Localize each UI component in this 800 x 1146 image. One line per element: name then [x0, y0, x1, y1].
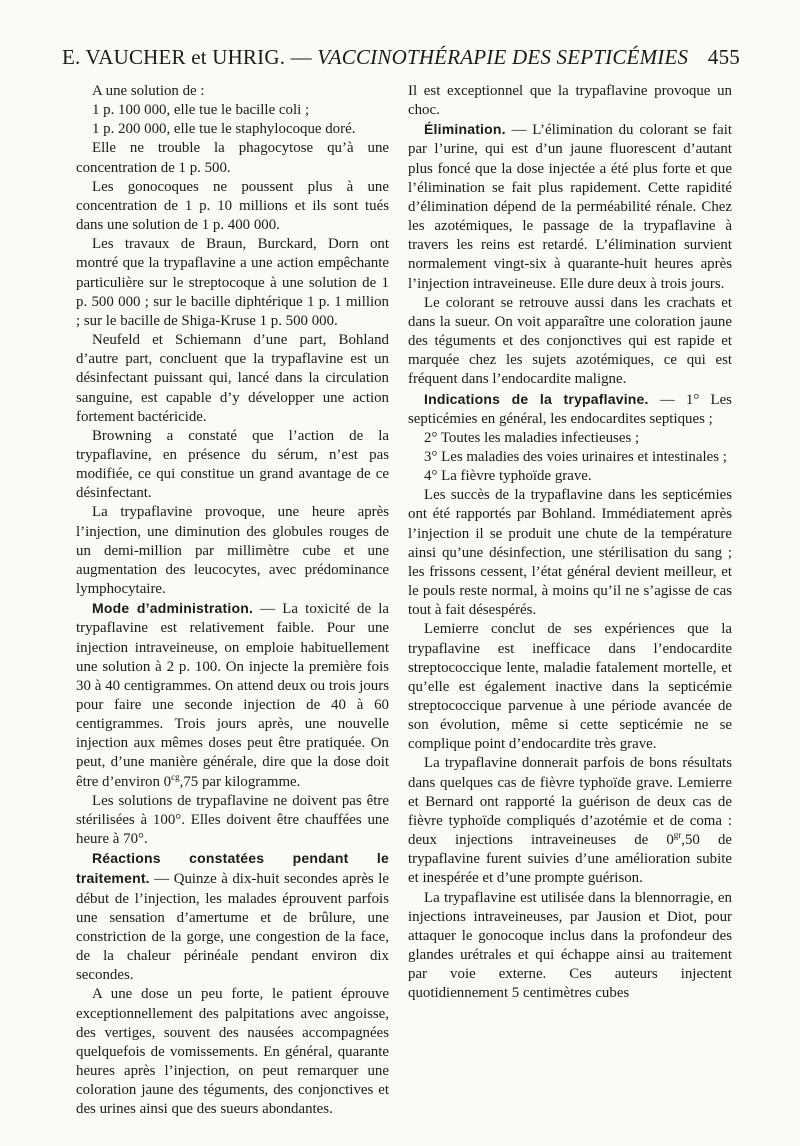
paragraph-text: — 1° Les septicémies en général, les endocardites septiques ;	[408, 391, 732, 427]
list-item: 2° Toutes les maladies infectieuses ;	[424, 429, 640, 446]
paragraph-text: — Quinze à dix-huit secondes après le début de l’injection, les malades éprouvent parfois une sensation d’amertume et de brûlure, une constriction de la gorge, une congestion de la face, de la chaleur périnéale pendant environ dix secondes.	[76, 871, 389, 984]
paragraph: Browning a constaté que l’action de la trypaflavine, en présence du sérum, n’est pas modifiée, ce qui constitue un grand avantage de ce désinfectant.	[76, 427, 389, 502]
paragraph: Les succès de la trypaflavine dans les septicémies ont été rapportés par Bohland. Immédiatement après l’injection il se produit une chute de la température ainsi qu’une désinfection, une stérilisation du sang ; les frissons cessent, l’état général devient meilleur, et le pouls reste normal, à moins qu’il ne s’agisse de cas tout à fait désespérés.	[408, 487, 732, 619]
paragraph	[408, 754, 732, 888]
list-item: 4° La fièvre typhoïde grave.	[424, 468, 592, 485]
paragraph	[408, 120, 732, 293]
paragraph-text: — L’élimination du colorant se fait par l’urine, qui est d’un jaune fluorescent d’autant plus foncé que la dose injectée a été plus forte et que l’élimination se fait plus rapidement. Cette rapidité d’élimination dépend de la perméabilité rénale. Chez les azotémiques, le passage de la trypaflavine à travers les reins est retardé. L’élimination survient normalement vingt-six à quarante-huit heures après l’injection intraveineuse. Elle dure deux à trois jours.	[408, 122, 732, 292]
header-authors: E. VAUCHER et UHRIG.	[62, 45, 286, 69]
superscript: gr	[673, 830, 682, 841]
header-title: VACCINOTHÉRAPIE DES SEPTICÉMIES	[317, 45, 689, 69]
header-dash: —	[290, 45, 312, 69]
paragraph: Lemierre conclut de ses expériences que la trypaflavine est inefficace dans l’endocardite streptococcique lente, maladie fatalement mortelle, et qu’elle est également inactive dans la septicémie streptococcique parvenue à une période avancée de son évolution, même si cette septicémie ne se complique point d’endocardite très grave.	[408, 621, 732, 753]
paragraph-text: La trypaflavine donnerait parfois de bons résultats dans quelques cas de fièvre typhoïde grave. Lemierre et Bernard ont rapporté la guérison de deux cas de fièvre typhoïde compliqués d’azotémie et de coma : deux injections intraveineuses de 0	[408, 755, 732, 849]
superscript: cg	[171, 771, 180, 782]
paragraph: 1 p. 100 000, elle tue le bacille coli ;	[92, 102, 310, 119]
paragraph	[76, 849, 389, 985]
left-column	[76, 82, 389, 1119]
paragraph: Il est exceptionnel que la trypaflavine provoque un choc.	[408, 83, 732, 119]
paragraph-text: ,50 de trypaflavine furent suivies d’une amélioration subite et inespérée et d’une prompte guérison.	[408, 832, 732, 887]
paragraph-text: — La toxicité de la trypaflavine est relativement faible. Pour une injection intraveineuse, on emploie habituellement une solution à 2 p. 100. On injecte la première fois 30 à 40 centigrammes. On attend deux ou trois jours pour faire une seconde injection de 40 à 60 centigrammes. Trois jours après, une nouvelle injection aux mêmes doses peut être pratiquée. On peut, d’une manière générale, dire que la dose doit être d’environ 0	[76, 601, 389, 790]
paragraph: Les travaux de Braun, Burckard, Dorn ont montré que la trypaflavine a une action empêchante particulière sur le streptocoque à une solution de 1 p. 500 000 ; sur le bacille diphtérique 1 p. 1 million ; sur le bacille de Shiga-Kruse 1 p. 500 000.	[76, 236, 389, 329]
paragraph: Neufeld et Schiemann d’une part, Bohland d’autre part, concluent que la trypaflavine est un désinfectant puissant qui, lancé dans la circulation sanguine, est capable d’y développer une action fortement bactéricide.	[76, 332, 389, 425]
section-heading: Réactions constatées pendant le traitement.	[76, 850, 389, 887]
paragraph: 1 p. 200 000, elle tue le staphylocoque doré.	[92, 121, 356, 138]
paragraph-text: ,75 par kilogramme.	[179, 773, 301, 790]
paragraph: Le colorant se retrouve aussi dans les crachats et dans la sueur. On voit apparaître une coloration jaune des téguments et des conjonctives qui est rapide et marquée chez les sujets azotémiques, ce qui est fréquent dans l’endocardite maligne.	[408, 294, 732, 388]
paragraph: A une solution de :	[92, 83, 205, 99]
paragraph	[408, 390, 732, 429]
paragraph	[76, 599, 389, 792]
section-heading: Indications de la trypaflavine.	[424, 390, 649, 407]
list-item: 3° Les maladies des voies urinaires et intestinales ;	[424, 448, 727, 465]
paragraph: Les solutions de trypaflavine ne doivent pas être stérilisées à 100°. Elles doivent être chauffées une heure à 70°.	[76, 792, 389, 848]
paragraph: La trypaflavine provoque, une heure après l’injection, une diminution des globules rouges de un demi-million par millimètre cube et une augmentation des leucocytes, avec prédominance lymphocytaire.	[76, 504, 389, 598]
paragraph: Les gonocoques ne poussent plus à une concentration de 1 p. 10 millions et ils sont tués dans une solution de 1 p. 400 000.	[76, 178, 389, 234]
paragraph: Elle ne trouble la phagocytose qu’à une concentration de 1 p. 500.	[76, 140, 389, 176]
page-number: 455	[707, 45, 740, 69]
section-heading: Élimination.	[424, 121, 506, 138]
paragraph: A une dose un peu forte, le patient éprouve exceptionnellement des palpitations avec angoisse, des vertiges, souvent des nausées accompagnées quelquefois de vomissements. En général, quarante heures après l’injection, on peut remarquer une coloration jaune des téguments, des conjonctives et des urines ainsi que des sueurs abondantes.	[76, 986, 389, 1118]
right-column	[408, 82, 732, 1004]
running-header	[62, 44, 740, 70]
section-heading: Mode d’administration.	[92, 600, 254, 617]
paragraph: La trypaflavine est utilisée dans la blennorragie, en injections intraveineuses, par Jausion et Diot, pour attaquer le gonocoque inclus dans la profondeur des glandes urétrales et qui échappe ainsi au traitement par voie externe. Ces auteurs injectent quotidiennement 5 centimètres cubes	[408, 889, 732, 1002]
